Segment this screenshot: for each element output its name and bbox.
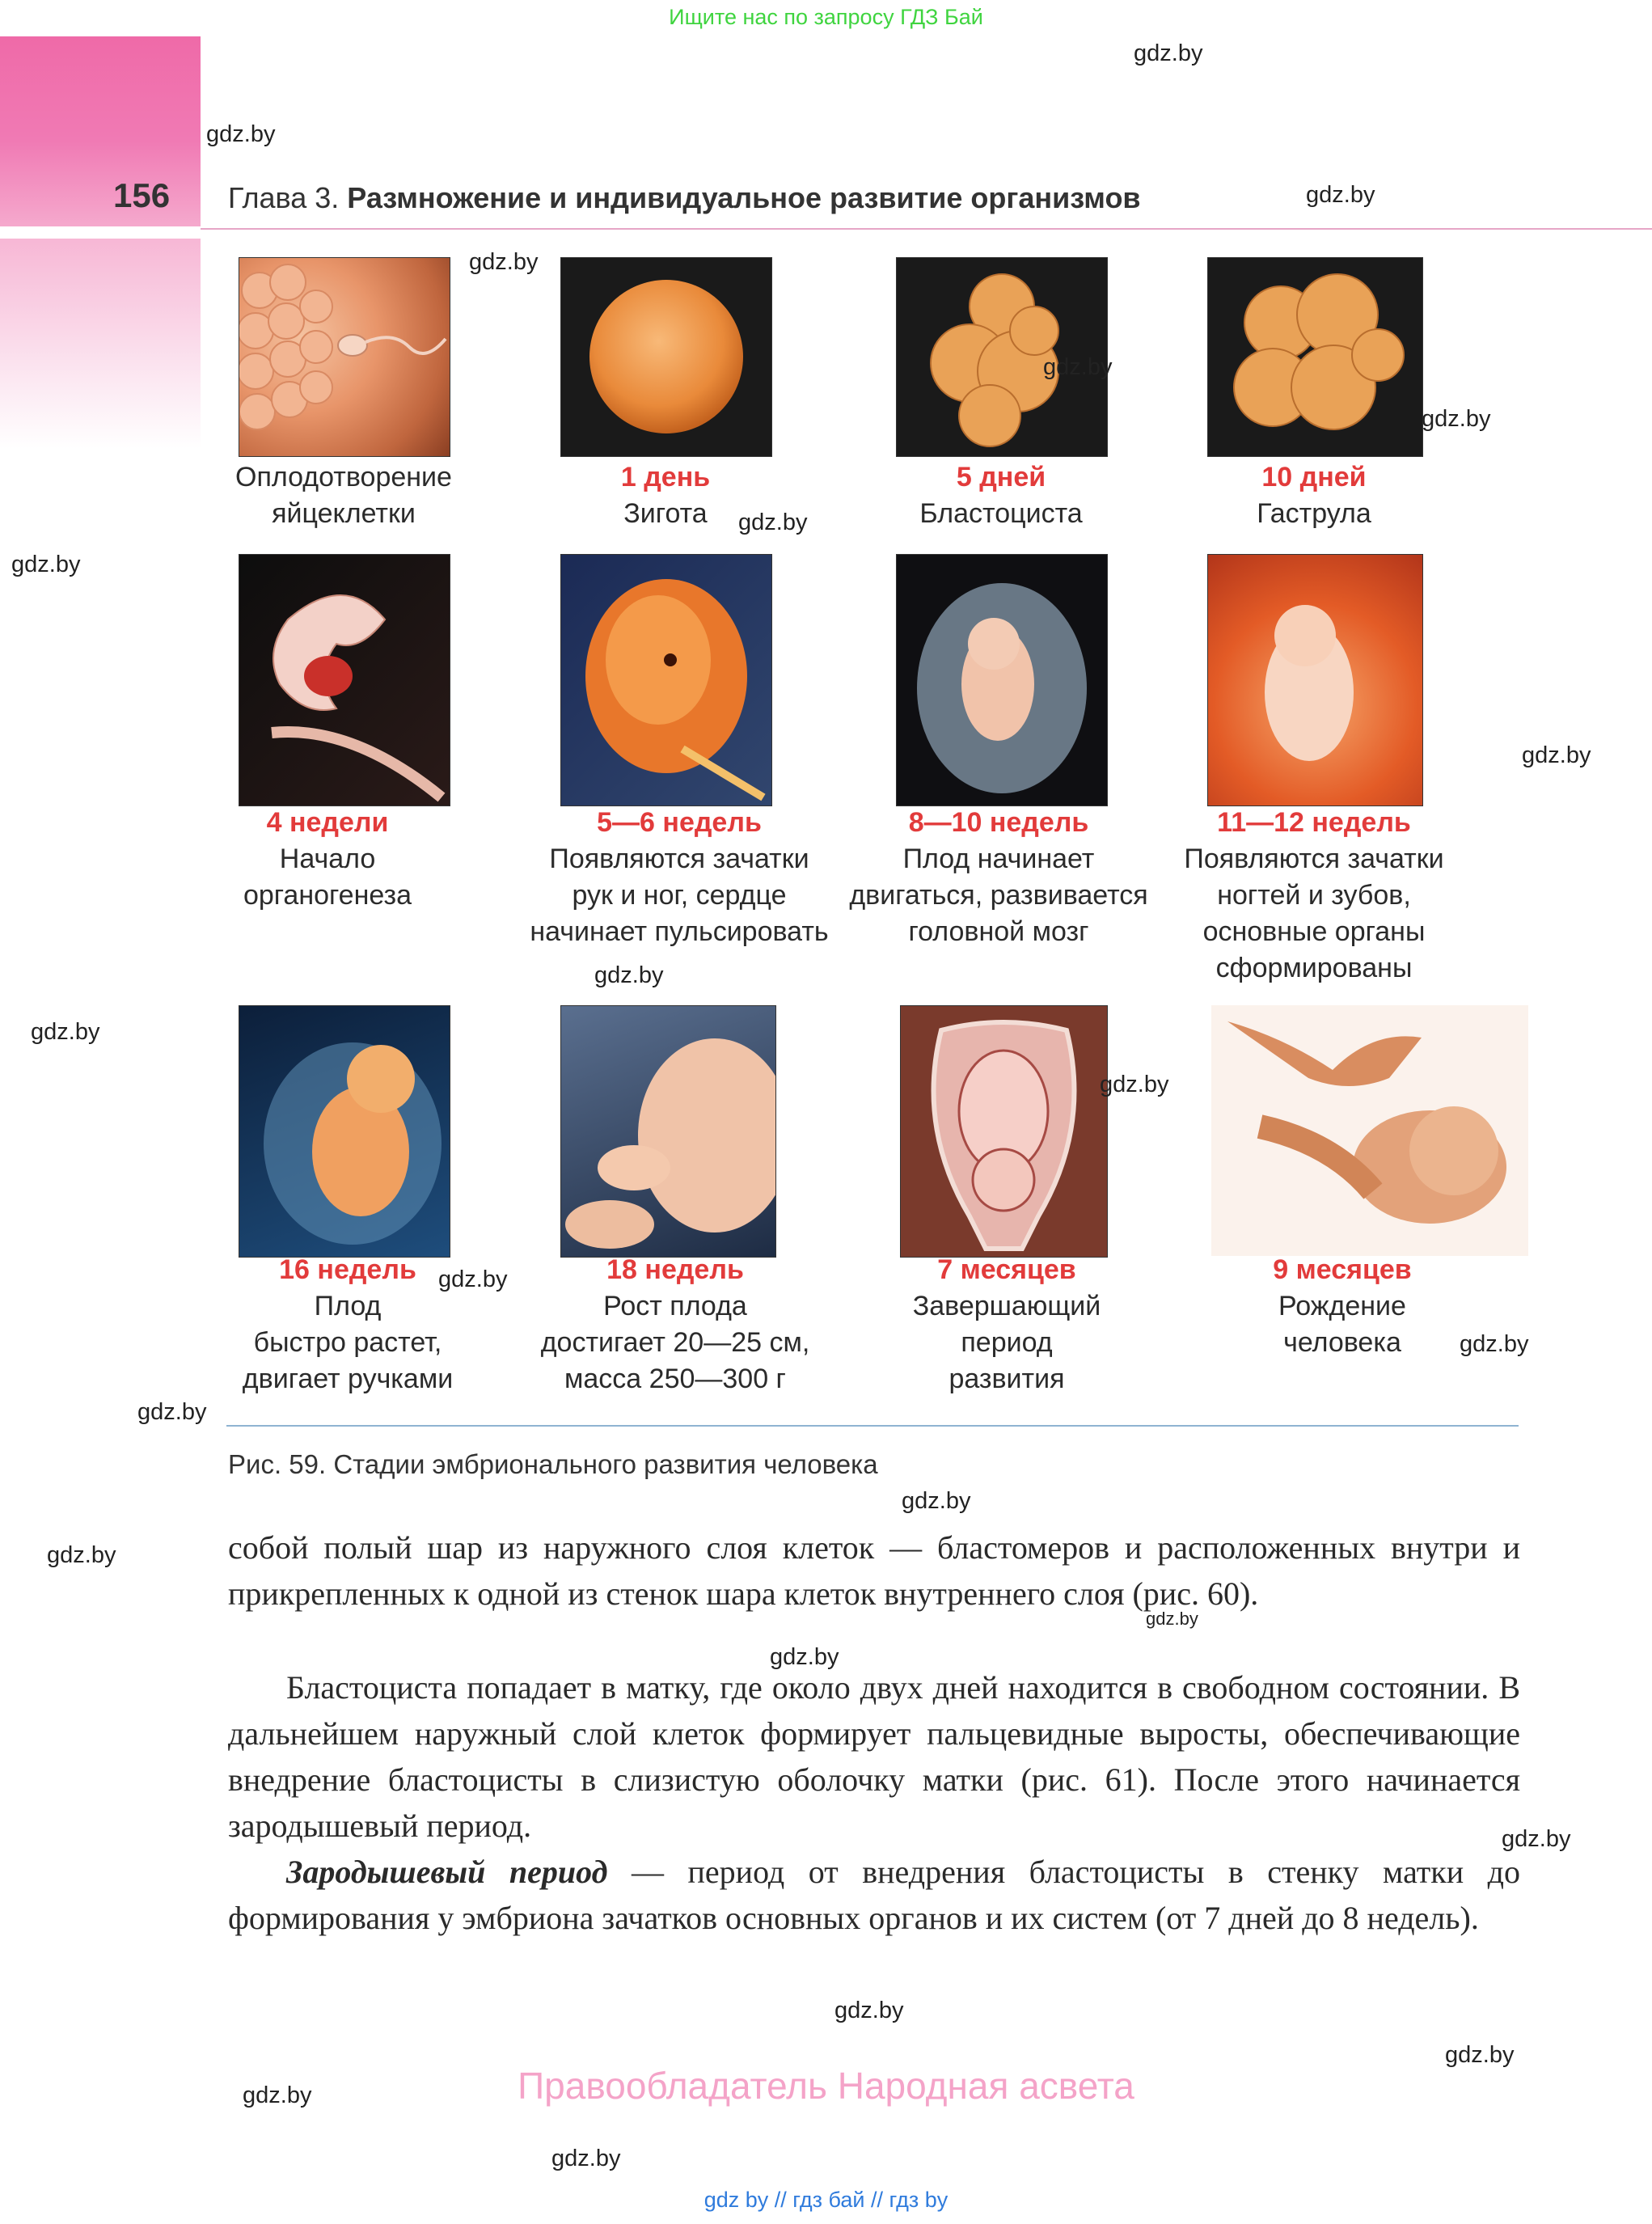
rights-holder: Правообладатель Народная асвета — [518, 2065, 1134, 2107]
sperm-egg-illustration — [239, 258, 450, 456]
stage-desc: сформированы — [1215, 953, 1413, 983]
footer-links[interactable]: gdz by // гдз бай // гдз by — [703, 2188, 949, 2212]
fertilization-photo — [239, 257, 450, 457]
stage-desc: Гаструла — [1257, 498, 1371, 529]
term-embryonic-period: Зародышевый период — [286, 1854, 608, 1890]
stage-caption-month7 — [869, 1252, 1144, 1397]
stage-desc: Рост плода — [603, 1291, 747, 1321]
embryo-week4-illustration — [239, 555, 450, 805]
embryo-week5-6-illustration — [561, 555, 771, 805]
stage-caption-fertilization — [206, 459, 481, 532]
watermark: gdz.by — [1134, 40, 1203, 66]
figure-caption: Рис. 59. Стадии эмбрионального развития человека — [228, 1449, 878, 1479]
paragraph-text: — период от внедрения бластоцисты в стенку матки до формирования у эмбриона зачатков основных органов и их систем (от 7 дней до 8 недель). — [228, 1854, 1520, 1936]
chapter-title: Размножение и индивидуальное развитие организмов — [347, 181, 1141, 214]
stage-desc: двигаться, развивается — [849, 880, 1148, 911]
stage-desc: начинает пульсировать — [530, 916, 829, 947]
stage-desc: основные органы — [1202, 916, 1426, 947]
stage-caption-week8-10 — [833, 805, 1164, 950]
stage-desc: Плод начинает — [902, 844, 1095, 874]
stage-label: 5—6 недель — [597, 807, 762, 838]
gastrula-photo — [1207, 257, 1423, 457]
watermark: gdz.by — [551, 2146, 621, 2171]
stage-label: 11—12 недель — [1217, 807, 1411, 838]
fetus-week11-12-illustration — [1208, 555, 1422, 805]
zygote-illustration — [561, 258, 771, 456]
stage-desc: Завершающий — [912, 1291, 1101, 1321]
stage-label: 8—10 недель — [908, 807, 1089, 838]
stage-desc: органогенеза — [243, 880, 412, 911]
paragraph-1 — [228, 1524, 1520, 1617]
watermark: gdz.by — [31, 1019, 100, 1045]
watermark: gdz.by — [1146, 1609, 1198, 1629]
watermark: gdz.by — [1460, 1331, 1529, 1357]
stage-label: 1 день — [620, 462, 711, 493]
watermark: gdz.by — [738, 509, 808, 535]
newborn-illustration — [1211, 1005, 1528, 1256]
zygote-photo — [560, 257, 772, 457]
watermark: gdz.by — [1422, 406, 1491, 432]
stage-caption-month9 — [1205, 1252, 1480, 1361]
watermark: gdz.by — [1306, 182, 1375, 208]
stage-desc: яйцеклетки — [272, 498, 416, 529]
stage-desc: Плод — [314, 1291, 382, 1321]
paragraph-2 — [228, 1664, 1520, 1849]
stage-caption-week18 — [513, 1252, 837, 1397]
stage-caption-day5 — [864, 459, 1139, 532]
week5-6-photo — [560, 554, 772, 806]
watermark: gdz.by — [11, 552, 81, 577]
chapter-header — [228, 181, 1141, 215]
stage-label: 18 недель — [606, 1254, 744, 1285]
stage-desc: достигает 20—25 см, — [540, 1327, 810, 1358]
week16-photo — [239, 1005, 450, 1258]
watermark: gdz.by — [770, 1644, 839, 1670]
stage-desc: Начало — [279, 844, 376, 874]
stage-caption-week5-6 — [509, 805, 849, 950]
watermark: gdz.by — [1502, 1826, 1571, 1852]
stage-desc: Бластоциста — [919, 498, 1083, 529]
stage-desc: Появляются зачатки — [549, 844, 809, 874]
watermark: gdz.by — [594, 962, 664, 988]
stage-desc: быстро растет, — [253, 1327, 442, 1358]
page-corner-tab — [0, 36, 201, 226]
watermark: gdz.by — [1100, 1072, 1169, 1097]
fetus-week18-illustration — [561, 1006, 775, 1257]
stage-desc: период — [961, 1327, 1053, 1358]
stage-desc: ногтей и зубов, — [1217, 880, 1411, 911]
watermark: gdz.by — [438, 1266, 508, 1292]
birth-photo — [1211, 1005, 1528, 1256]
stage-desc: масса 250—300 г — [564, 1364, 786, 1394]
stage-desc: Оплодотворение — [235, 462, 452, 493]
watermark: gdz.by — [137, 1399, 207, 1425]
stage-caption-week11-12 — [1164, 805, 1464, 987]
header-divider — [201, 228, 1652, 230]
embryo-week8-10-illustration — [897, 555, 1107, 805]
uterus-illustration — [901, 1006, 1107, 1257]
paragraph-3 — [228, 1849, 1520, 1941]
top-banner[interactable]: Ищите нас по запросу ГДЗ Бай — [669, 5, 983, 29]
week4-photo — [239, 554, 450, 806]
watermark: gdz.by — [47, 1542, 116, 1568]
stage-label: 16 недель — [279, 1254, 416, 1285]
chapter-prefix: Глава 3. — [228, 181, 340, 214]
watermark: gdz.by — [834, 1998, 904, 2023]
watermark: gdz.by — [469, 249, 539, 275]
paragraph-text: Бластоциста попадает в матку, где около двух дней находится в свободном состоянии. В дальнейшем наружный слой клеток формирует пальцевидные выросты, обеспечивающие внедрение бластоцисты в слизистую оболочку матки (рис. 61). После этого начинается зародышевый период. — [228, 1669, 1520, 1844]
watermark: gdz.by — [206, 121, 276, 147]
figure-divider — [226, 1425, 1519, 1427]
stage-caption-day10 — [1177, 459, 1451, 532]
watermark: gdz.by — [243, 2082, 312, 2108]
stage-label: 4 недели — [266, 807, 389, 838]
stage-desc: головной мозг — [908, 916, 1089, 947]
gastrula-illustration — [1208, 258, 1422, 456]
stage-desc: человека — [1283, 1327, 1401, 1358]
week8-10-photo — [896, 554, 1108, 806]
fetus-week16-illustration — [239, 1006, 450, 1257]
stage-label: 10 дней — [1261, 462, 1367, 493]
week18-photo — [560, 1005, 776, 1258]
stage-desc: Появляются зачатки — [1184, 844, 1444, 874]
stage-desc: развития — [949, 1364, 1065, 1394]
stage-desc: двигает ручками — [242, 1364, 454, 1394]
stage-desc: Рождение — [1278, 1291, 1406, 1321]
stage-desc: рук и ног, сердце — [572, 880, 787, 911]
week11-12-photo — [1207, 554, 1423, 806]
stage-label: 7 месяцев — [937, 1254, 1076, 1285]
watermark: gdz.by — [1445, 2042, 1515, 2068]
watermark: gdz.by — [1522, 742, 1591, 768]
stage-caption-week4 — [198, 805, 457, 914]
page-number: 156 — [113, 176, 171, 214]
page-corner-fade — [0, 239, 201, 449]
stage-desc: Зигота — [623, 498, 708, 529]
paragraph-text: собой полый шар из наружного слоя клеток — бластомеров и расположенных внутри и прикрепленных к одной из стенок шара клеток внутреннего слоя (рис. 60). — [228, 1529, 1520, 1612]
watermark: gdz.by — [902, 1488, 971, 1514]
month7-photo — [900, 1005, 1108, 1258]
stage-label: 5 дней — [956, 462, 1046, 493]
stage-label: 9 месяцев — [1273, 1254, 1412, 1285]
watermark: gdz.by — [1043, 354, 1113, 380]
